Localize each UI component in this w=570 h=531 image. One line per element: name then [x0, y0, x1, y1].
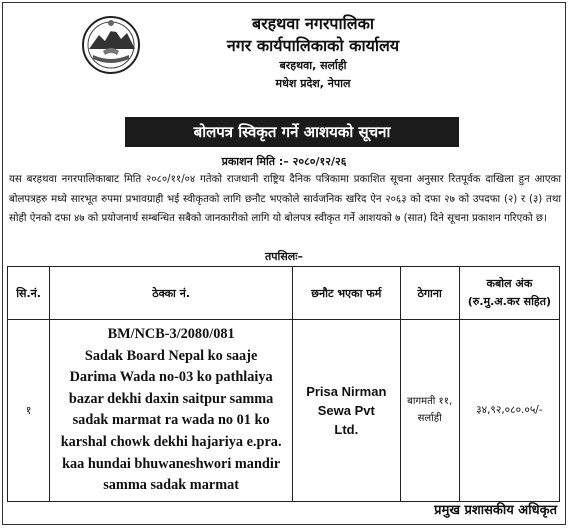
- contract-line: karshal chowk dekhi hajariya e.pra.: [60, 433, 282, 450]
- award-table: [7, 266, 560, 502]
- address-line-2: मधेश प्रदेश, नेपाल: [275, 77, 351, 90]
- address-line-1: बरहथवा, सर्लाही: [279, 59, 347, 72]
- contract-line: Darima Wada no-03 ko pathlaiya: [69, 369, 273, 386]
- table-header-row: [8, 267, 560, 320]
- contract-line: bazar dekhi daxin saitpur samma: [68, 390, 274, 407]
- publish-date: प्रकाशन मिति :– २०८०/१२/२६: [221, 155, 347, 168]
- header-contract-no: ठेक्का नं.: [50, 267, 293, 320]
- contract-line: Sadak Board Nepal ko saaje: [84, 347, 258, 364]
- contract-line: kaa hundai bhuwaneshwori mandir: [62, 455, 281, 472]
- signatory-title: प्रमुख प्रशासकीय अधिकृत: [434, 503, 557, 518]
- firm-line: Sewa Pvt: [317, 402, 375, 418]
- header-amount-line1: कबोल अंक: [486, 277, 533, 290]
- firm-line: Ltd.: [334, 421, 359, 437]
- table-row: [8, 320, 560, 502]
- header-address: ठेगाना: [400, 267, 459, 320]
- header-amount-line2: (रु.मु.अ.कर सहित): [467, 295, 552, 308]
- notice-body: यस बरहथवा नगरपालिकाबाट मिति २०८०/११/०४ गतेको राजधानी राष्ट्रिय दैनिक पत्रिकामा प्रकाशित सूचना अनुसार रितपूर्वक दाखिला हुन आएका बोलपत्रहरु मध्ये सारभूत रुपमा प्रभावग्राही भई स्वीकृतको लागि छनौट भएकोले सार्वजनिक खरिद ऐन २०६३ को दफा २७ को उपदफा (२) र (३) तथा सोही ऐनको दफा ४७ को प्रयोजनार्थ सम्बन्धित सबैको जानकारीको लागि यो बोलपत्र स्वीकृत गर्ने आशयको ७ (सात) दिने सूचना प्रकाशन गरिएको छ।: [9, 174, 561, 224]
- row-amount: ३४,९२,०८०.०५/-: [459, 320, 559, 502]
- firm-line: Prisa Nirman: [306, 383, 387, 399]
- office-name: नगर कार्यपालिकाको कार्यालय: [226, 36, 400, 55]
- nepal-emblem-icon: [79, 15, 143, 75]
- details-label: तपसिलः–: [265, 250, 303, 263]
- municipality-name: बरहथवा नगरपालिका: [251, 14, 375, 33]
- contract-line: BM/NCB-3/2080/081: [107, 326, 235, 342]
- contract-line: sadak marmat ra wada no 01 ko: [72, 412, 270, 429]
- address-line: सर्लाही: [417, 413, 442, 425]
- address-line: बागमती ११,: [407, 396, 453, 408]
- notice-page: [2, 2, 566, 525]
- row-sn: १: [8, 320, 50, 502]
- header-selected-firm: छनौट भएका फर्म: [293, 267, 400, 320]
- notice-title: बोलपत्र स्विकृत गर्ने आशयको सूचना: [193, 123, 391, 141]
- row-contract-details: [50, 320, 293, 502]
- office-header: [143, 13, 483, 93]
- header-sn: सि.नं.: [8, 267, 50, 320]
- header-amount: [459, 267, 559, 320]
- notice-title-banner: [125, 117, 459, 147]
- row-firm: [293, 320, 400, 502]
- row-address: [400, 320, 459, 502]
- contract-line: samma sadak marmat: [103, 477, 240, 494]
